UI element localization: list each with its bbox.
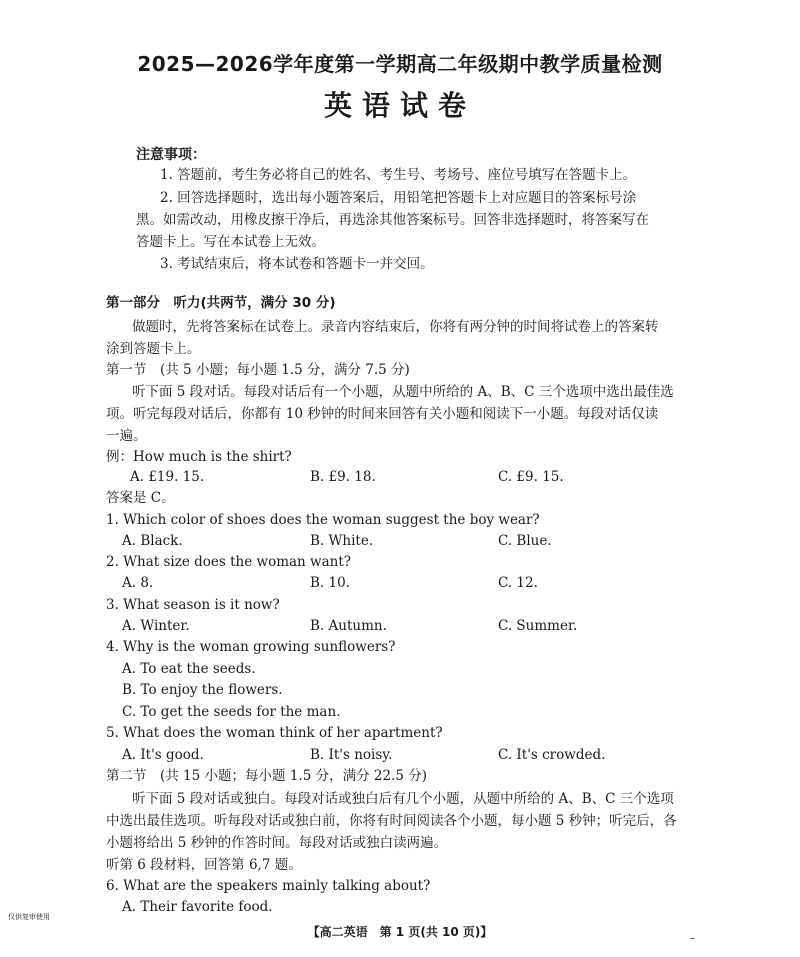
- question-1-option-a: A. Black.: [122, 533, 183, 549]
- footer-mark: –: [690, 933, 695, 944]
- question-2-option-a: A. 8.: [122, 575, 154, 591]
- example-option-a: A. £19. 15.: [130, 469, 205, 485]
- review-watermark: 仅供复审使用: [8, 913, 50, 921]
- section2-heading: 第二节 (共 15 小题；每小题 1.5 分，满分 22.5 分): [106, 768, 427, 784]
- question-3-option-a: A. Winter.: [122, 618, 190, 634]
- part1-heading: 第一部分 听力(共两节，满分 30 分): [106, 295, 336, 311]
- question-1-option-b: B. White.: [310, 533, 374, 549]
- question-2: 2. What size does the woman want?: [106, 554, 352, 570]
- section2-intro-3: 小题将给出 5 秒钟的作答时间。每段对话或独白读两遍。: [106, 835, 448, 851]
- question-4: 4. Why is the woman growing sunflowers?: [106, 639, 396, 655]
- question-3-option-c: C. Summer.: [498, 618, 578, 634]
- question-4-option-a: A. To eat the seeds.: [122, 661, 256, 677]
- notes-item-2-cont2: 答题卡上。写在本试卷上无效。: [136, 234, 325, 250]
- question-3-option-b: B. Autumn.: [310, 618, 387, 634]
- question-5: 5. What does the woman think of her apartment?: [106, 725, 443, 741]
- question-5-option-a: A. It's good.: [122, 747, 204, 763]
- question-4-option-c: C. To get the seeds for the man.: [122, 704, 341, 720]
- question-5-option-c: C. It's crowded.: [498, 747, 606, 763]
- part1-intro-1: 做题时，先将答案标在试卷上。录音内容结束后，你将有两分钟的时间将试卷上的答案转: [132, 319, 659, 335]
- page-footer: 【高二英语 第 1 页(共 10 页)】: [307, 925, 493, 939]
- question-2-option-b: B. 10.: [310, 575, 350, 591]
- question-6-option-a: A. Their favorite food.: [122, 899, 273, 915]
- example-question: 例：How much is the shirt?: [106, 449, 292, 465]
- section1-intro-3: 一遍。: [106, 428, 147, 444]
- section1-heading: 第一节 (共 5 小题；每小题 1.5 分，满分 7.5 分): [106, 362, 410, 378]
- section2-intro-2: 中选出最佳选项。听每段对话或独白前，你将有时间阅读各个小题，每小题 5 秒钟；听完后，各: [106, 813, 677, 829]
- example-option-c: C. £9. 15.: [498, 469, 564, 485]
- exam-title: 2025—2026学年度第一学期高二年级期中教学质量检测: [137, 52, 663, 76]
- material-instruction: 听第 6 段材料，回答第 6,7 题。: [106, 857, 302, 873]
- question-1-option-c: C. Blue.: [498, 533, 552, 549]
- notes-item-2-cont: 黑。如需改动，用橡皮擦干净后，再选涂其他答案标号。回答非选择题时，将答案写在: [136, 212, 649, 228]
- section2-intro-1: 听下面 5 段对话或独白。每段对话或独白后有几个小题，从题中所给的 A、B、C 三个选项: [132, 791, 674, 807]
- question-6: 6. What are the speakers mainly talking about?: [106, 878, 431, 894]
- question-5-option-b: B. It's noisy.: [310, 747, 393, 763]
- example-answer: 答案是 C。: [106, 490, 175, 506]
- question-3: 3. What season is it now?: [106, 597, 280, 613]
- notes-item-1: 1. 答题前，考生务必将自己的姓名、考生号、考场号、座位号填写在答题卡上。: [160, 167, 637, 183]
- question-2-option-c: C. 12.: [498, 575, 538, 591]
- example-option-b: B. £9. 18.: [310, 469, 376, 485]
- part1-intro-2: 涂到答题卡上。: [106, 341, 201, 357]
- exam-subject-title: 英语试卷: [323, 89, 476, 122]
- notes-item-2: 2. 回答选择题时，选出每小题答案后，用铅笔把答题卡上对应题目的答案标号涂: [160, 190, 637, 206]
- notes-item-3: 3. 考试结束后，将本试卷和答题卡一并交回。: [160, 256, 434, 272]
- question-4-option-b: B. To enjoy the flowers.: [122, 682, 283, 698]
- section1-intro-1: 听下面 5 段对话。每段对话后有一个小题，从题中所给的 A、B、C 三个选项中选出最佳选: [132, 384, 674, 400]
- notes-heading: 注意事项：: [136, 147, 206, 163]
- question-1: 1. Which color of shoes does the woman suggest the boy wear?: [106, 512, 540, 528]
- section1-intro-2: 项。听完每段对话后，你都有 10 秒钟的时间来回答有关小题和阅读下一小题。每段对话仅读: [106, 406, 659, 422]
